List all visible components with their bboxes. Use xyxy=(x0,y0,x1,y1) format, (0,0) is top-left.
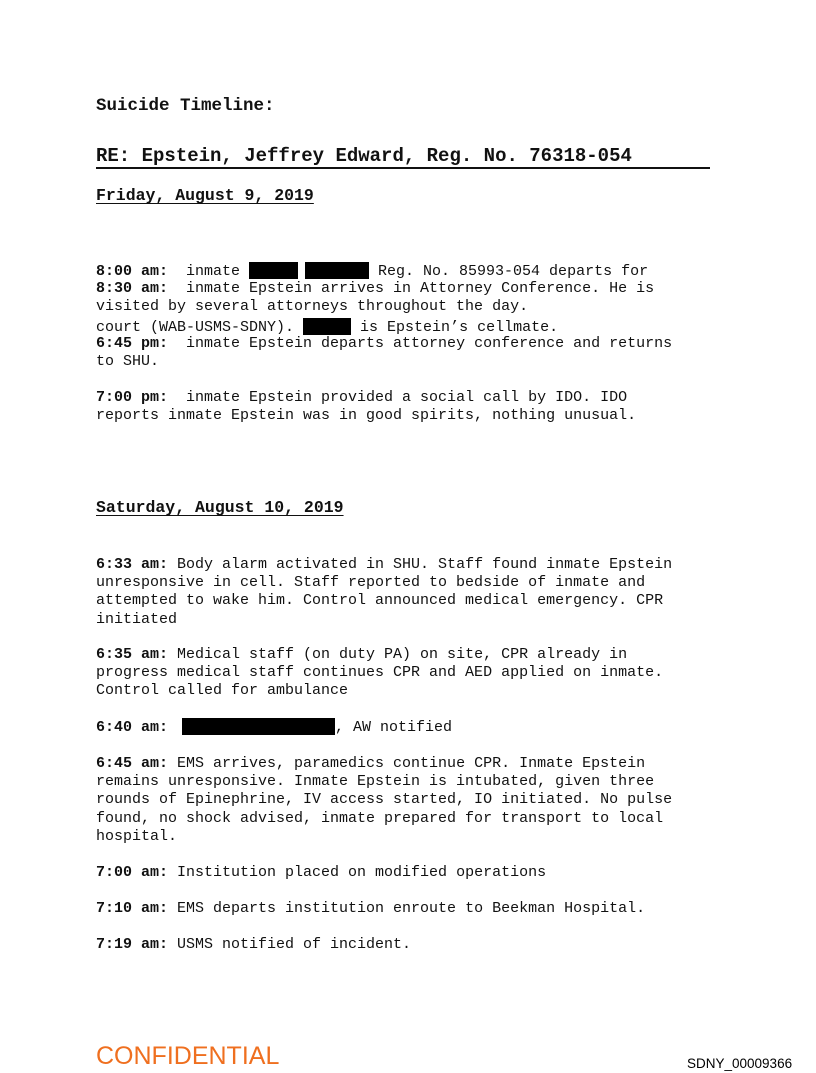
entry-text: , AW notified xyxy=(335,719,453,736)
day-heading-saturday: Saturday, August 10, 2019 xyxy=(96,498,344,517)
entry-text: EMS departs institution enroute to Beekman Hospital. xyxy=(168,900,646,917)
entry-saturday-0710 xyxy=(96,900,645,918)
redaction-block xyxy=(249,262,298,279)
bates-number: SDNY_00009366 xyxy=(687,1056,793,1071)
entry-text: inmate Epstein departs attorney conference and returns to SHU. xyxy=(96,335,673,371)
entry-text: court (WAB-USMS-SDNY). xyxy=(96,319,304,337)
entry-text: Medical staff (on duty PA) on site, CPR already in progress medical staff continues CPR and AED applied on inmate. Control called for ambulance xyxy=(96,646,664,700)
document-title: Suicide Timeline: xyxy=(96,96,275,116)
confidential-label: CONFIDENTIAL xyxy=(96,1042,280,1070)
entry-time: 7:00 am: xyxy=(96,864,169,881)
entry-text: Body alarm activated in SHU. Staff found inmate Epstein unresponsive in cell. Staff reported to bedside of inmate and attempted to wake him. Control announced medical emergency. CPR initiated xyxy=(96,556,673,628)
entry-saturday-0700 xyxy=(96,864,546,882)
entry-text: EMS arrives, paramedics continue CPR. Inmate Epstein remains unresponsive. Inmate Epstein is intubated, given three rounds of Epinephrine, IV access started, IO initiated. No pulse found, no shock advised, inmate prepared for transport to local hospital. xyxy=(96,755,673,845)
entry-saturday-0633 xyxy=(96,556,672,629)
entry-time: 7:10 am: xyxy=(96,900,169,917)
entry-time: 8:30 am: xyxy=(96,280,169,297)
redaction-block xyxy=(303,318,351,335)
entry-time: 6:40 am: xyxy=(96,719,169,736)
day-heading-friday: Friday, August 9, 2019 xyxy=(96,186,314,205)
entry-saturday-0635 xyxy=(96,646,663,701)
entry-friday-0830 xyxy=(96,280,654,316)
redaction-block xyxy=(182,718,335,735)
entry-friday-1845 xyxy=(96,335,672,371)
entry-time: 7:19 am: xyxy=(96,936,169,953)
entry-text: is Epstein’s cellmate. xyxy=(351,319,559,337)
entry-time: 8:00 am: xyxy=(96,263,169,281)
entry-text: Reg. No. 85993-054 departs for xyxy=(369,263,649,281)
entry-text: inmate Epstein arrives in Attorney Conference. He is visited by several attorneys throughout the day. xyxy=(96,280,655,316)
entry-saturday-0645 xyxy=(96,755,672,846)
entry-text: Institution placed on modified operations xyxy=(168,864,547,881)
entry-saturday-0719 xyxy=(96,936,411,954)
entry-text: inmate xyxy=(168,263,250,281)
entry-saturday-0640 xyxy=(96,718,452,737)
document-subject: RE: Epstein, Jeffrey Edward, Reg. No. 76318-054 xyxy=(96,145,632,167)
entry-time: 6:45 am: xyxy=(96,755,169,772)
redaction-block xyxy=(305,262,369,279)
entry-time: 6:45 pm: xyxy=(96,335,169,352)
entry-text: USMS notified of incident. xyxy=(168,936,412,953)
entry-text: inmate Epstein provided a social call by IDO. IDO reports inmate Epstein was in good spirits, nothing unusual. xyxy=(96,389,637,425)
subject-underline xyxy=(96,167,710,169)
entry-time: 6:35 am: xyxy=(96,646,169,663)
entry-time: 6:33 am: xyxy=(96,556,169,573)
entry-time: 7:00 pm: xyxy=(96,389,169,406)
entry-friday-1900 xyxy=(96,389,636,425)
entry-line xyxy=(96,262,648,281)
